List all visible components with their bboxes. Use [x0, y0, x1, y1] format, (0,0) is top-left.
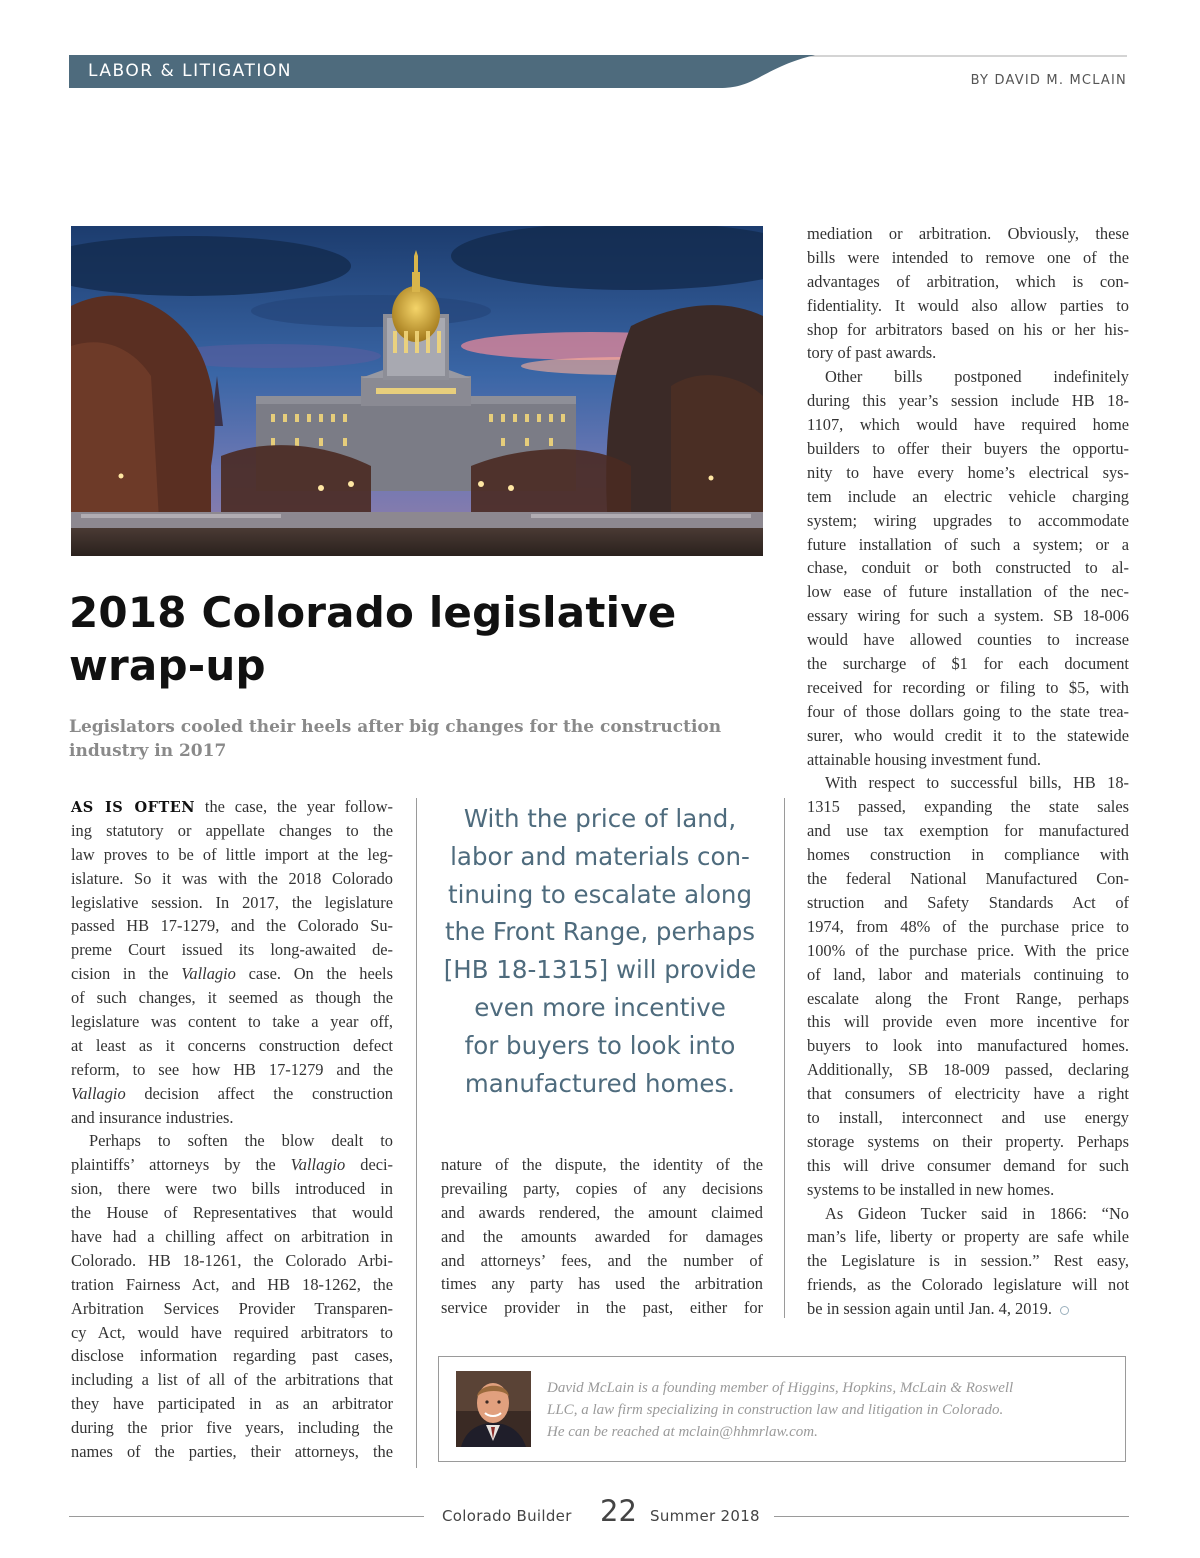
body-line: four of those dollars going to the state trea- — [807, 701, 1129, 721]
body-line: this will provide even more incentive for — [807, 1012, 1129, 1032]
body-line: 1107, which would have required home — [807, 415, 1129, 435]
body-line: during the prior five years, including the — [71, 1418, 393, 1438]
headline-line-1: 2018 Colorado legislative — [69, 588, 677, 637]
body-line: islature. So it was with the 2018 Colorado — [71, 868, 393, 888]
body-line: 1974, from 48% of the purchase price to — [807, 916, 1129, 936]
body-line: Arbitration Services Provider Transparen- — [71, 1298, 393, 1318]
body-line: As Gideon Tucker said in 1866: “No — [825, 1203, 1129, 1223]
body-line: mediation or arbitration. Obviously, these — [807, 224, 1129, 243]
body-line: cy Act, would have required arbitrators to — [71, 1322, 393, 1342]
body-line: 100% of the purchase price. With the price — [807, 940, 1129, 960]
pull-quote-line: even more incentive — [474, 992, 726, 1022]
body-line: future installation of such a system; or a — [807, 534, 1129, 554]
body-line: that consumers of electricity have a right — [807, 1084, 1129, 1104]
body-line: escalate along the Front Range, perhaps — [807, 988, 1129, 1008]
footer-publication: Colorado Builder — [442, 1507, 572, 1525]
bio-line: David McLain is a founding member of Higgins, Hopkins, McLain & Roswell — [547, 1380, 1014, 1396]
pull-quote-line: tinuing to escalate along — [447, 879, 753, 909]
bio-line: LLC, a law firm specializing in construction law and litigation in Colorado. — [547, 1402, 1004, 1418]
pull-quote-line: the Front Range, perhaps — [444, 917, 756, 947]
end-of-article-icon — [1060, 1306, 1069, 1315]
body-line: homes construction in compliance with — [807, 845, 1129, 865]
pull-quote-line: labor and materials con- — [450, 841, 750, 871]
body-line: essary wiring for such a system. SB 18-006 — [807, 606, 1129, 626]
body-line: have had a chilling affect on arbitration in — [71, 1227, 393, 1247]
body-line: law proves to be of little import at the leg- — [71, 844, 393, 864]
body-line: Colorado. HB 18-1261, the Colorado Arbi- — [71, 1250, 393, 1270]
body-line: at least as it concerns construction defect — [71, 1035, 393, 1055]
body-line: the federal National Manufactured Con- — [807, 869, 1129, 889]
body-line: service provider in the past, either for — [441, 1298, 763, 1318]
body-line: legislative session. In 2017, the legislature — [71, 892, 393, 912]
body-line: low ease of future installation of the nec- — [807, 582, 1129, 602]
body-line: man’s life, liberty or property are safe while — [807, 1227, 1129, 1247]
body-line: including a list of all of the arbitrations that — [71, 1370, 393, 1390]
body-line: and attorneys’ fees, and the number of — [441, 1250, 763, 1270]
page-number: 22 — [600, 1494, 637, 1528]
article-headline — [69, 586, 769, 692]
body-line: chase, conduit or both constructed to al- — [807, 558, 1129, 578]
capitol-photo — [71, 226, 763, 556]
footer-rule-left — [69, 1516, 424, 1517]
body-line: buyers to look into manufactured homes. — [807, 1036, 1129, 1056]
body-line: reform, to see how HB 17-1279 and the — [71, 1059, 393, 1079]
body-line: this will drive consumer demand for such — [807, 1155, 1129, 1175]
body-line: the Legislature is in session.” Rest easy, — [807, 1251, 1129, 1271]
body-line: shop for arbitrators based on his or her his- — [807, 319, 1129, 339]
column-rule-left — [416, 798, 417, 1468]
body-line: advantages of arbitration, which is con- — [807, 271, 1129, 291]
headline-line-2: wrap-up — [69, 641, 266, 690]
body-line: nature of the dispute, the identity of the — [441, 1155, 763, 1174]
body-line: of such changes, it seemed as though the — [71, 988, 393, 1008]
footer-issue: Summer 2018 — [650, 1507, 760, 1525]
body-line: attainable housing investment fund. — [807, 749, 1041, 769]
body-line: and use tax exemption for manufactured — [807, 821, 1129, 841]
body-line: system; wiring upgrades to accommodate — [807, 510, 1129, 530]
body-line: during this year’s session include HB 18- — [807, 391, 1129, 411]
case-name: Vallagio — [181, 964, 236, 984]
body-line: the House of Representatives that would — [71, 1203, 393, 1223]
body-line: nity to have every home’s electrical sys- — [807, 462, 1129, 482]
footer-rule-right — [774, 1516, 1129, 1517]
body-line: tem include an electric vehicle charging — [807, 486, 1129, 506]
body-line: Vallagio decision affect the construction — [71, 1083, 393, 1103]
body-line: tration Fairness Act, and HB 18-1262, the — [71, 1274, 393, 1294]
body-line: tory of past awards. — [807, 343, 937, 363]
body-line: ing statutory or appellate changes to the — [71, 820, 393, 840]
body-line: friends, as the Colorado legislature will not — [807, 1275, 1129, 1295]
pull-quote — [432, 800, 768, 1102]
body-line: Other bills postponed indefinitely — [825, 367, 1129, 387]
body-line: passed HB 17-1279, and the Colorado Su- — [71, 916, 393, 936]
deck-line-1: Legislators cooled their heels after big changes for the construction — [69, 717, 722, 737]
body-line: received for recording or filing to $5, with — [807, 677, 1129, 697]
body-line: cision in the Vallagio case. On the heels — [71, 964, 393, 984]
pull-quote-line: With the price of land, — [463, 804, 737, 833]
body-line: names of the parties, their attorneys, the — [71, 1442, 393, 1462]
body-line: plaintiffs’ attorneys by the Vallagio deci- — [71, 1155, 394, 1175]
body-line: storage systems on their property. Perhaps — [807, 1131, 1129, 1151]
body-line: and awards rendered, the amount claimed — [441, 1202, 763, 1222]
author-headshot — [456, 1371, 531, 1447]
body-column-right — [807, 222, 1129, 1321]
body-line: Perhaps to soften the blow dealt to — [89, 1131, 393, 1151]
body-line: systems to be installed in new homes. — [807, 1179, 1055, 1199]
column-rule-right — [784, 798, 785, 1318]
pull-quote-line: [HB 18-1315] will provide — [443, 955, 757, 985]
pull-quote-line: manufactured homes. — [464, 1068, 736, 1098]
lead-in: AS IS OFTEN — [71, 799, 196, 816]
body-column-left — [71, 795, 393, 1464]
body-line: legislature was content to take a year off, — [71, 1012, 393, 1032]
body-line: AS IS OFTEN the case, the year follow- — [71, 797, 394, 816]
case-name: Vallagio — [290, 1155, 346, 1175]
author-bio — [547, 1377, 1117, 1443]
body-line: fidentiality. It would also allow parties to — [807, 295, 1129, 315]
body-line: surer, who would credit it to the statewide — [807, 725, 1129, 745]
body-line: builders to offer their buyers the opportu- — [807, 439, 1129, 459]
body-line: bills were intended to remove one of the — [807, 247, 1129, 267]
body-column-middle — [441, 1153, 763, 1320]
body-line: be in session again until Jan. 4, 2019. — [807, 1297, 1129, 1321]
article-deck — [69, 715, 749, 763]
body-line: and insurance industries. — [71, 1107, 234, 1127]
body-line: would have allowed counties to increase — [807, 630, 1129, 650]
pull-quote-line: for buyers to look into — [464, 1030, 736, 1060]
body-line: sion, there were two bills introduced in — [71, 1179, 393, 1199]
body-line: With respect to successful bills, HB 18- — [825, 773, 1129, 793]
body-line: they have participated in as an arbitrator — [71, 1394, 393, 1414]
body-line: times any party has used the arbitration — [441, 1274, 763, 1294]
bio-line: He can be reached at mclain@hhmrlaw.com. — [547, 1424, 818, 1440]
body-line: Additionally, SB 18-009 passed, declaring — [807, 1060, 1129, 1080]
body-line: disclose information regarding past cases, — [71, 1346, 393, 1366]
body-line: to install, interconnect and use energy — [807, 1107, 1129, 1127]
body-line: the surcharge of $1 for each document — [807, 654, 1129, 674]
byline: BY DAVID M. MCLAIN — [970, 73, 1127, 88]
body-line: preme Court issued its long-awaited de- — [71, 940, 393, 960]
section-label: LABOR & LITIGATION — [88, 61, 292, 81]
body-line: of land, labor and materials continuing to — [807, 964, 1129, 984]
body-line: prevailing party, copies of any decisions — [441, 1178, 763, 1198]
body-line: struction and Safety Standards Act of — [807, 892, 1129, 912]
body-line: 1315 passed, expanding the state sales — [807, 797, 1129, 817]
case-name: Vallagio — [71, 1083, 126, 1103]
deck-line-2: industry in 2017 — [69, 741, 227, 761]
body-line: and the amounts awarded for damages — [441, 1226, 763, 1246]
